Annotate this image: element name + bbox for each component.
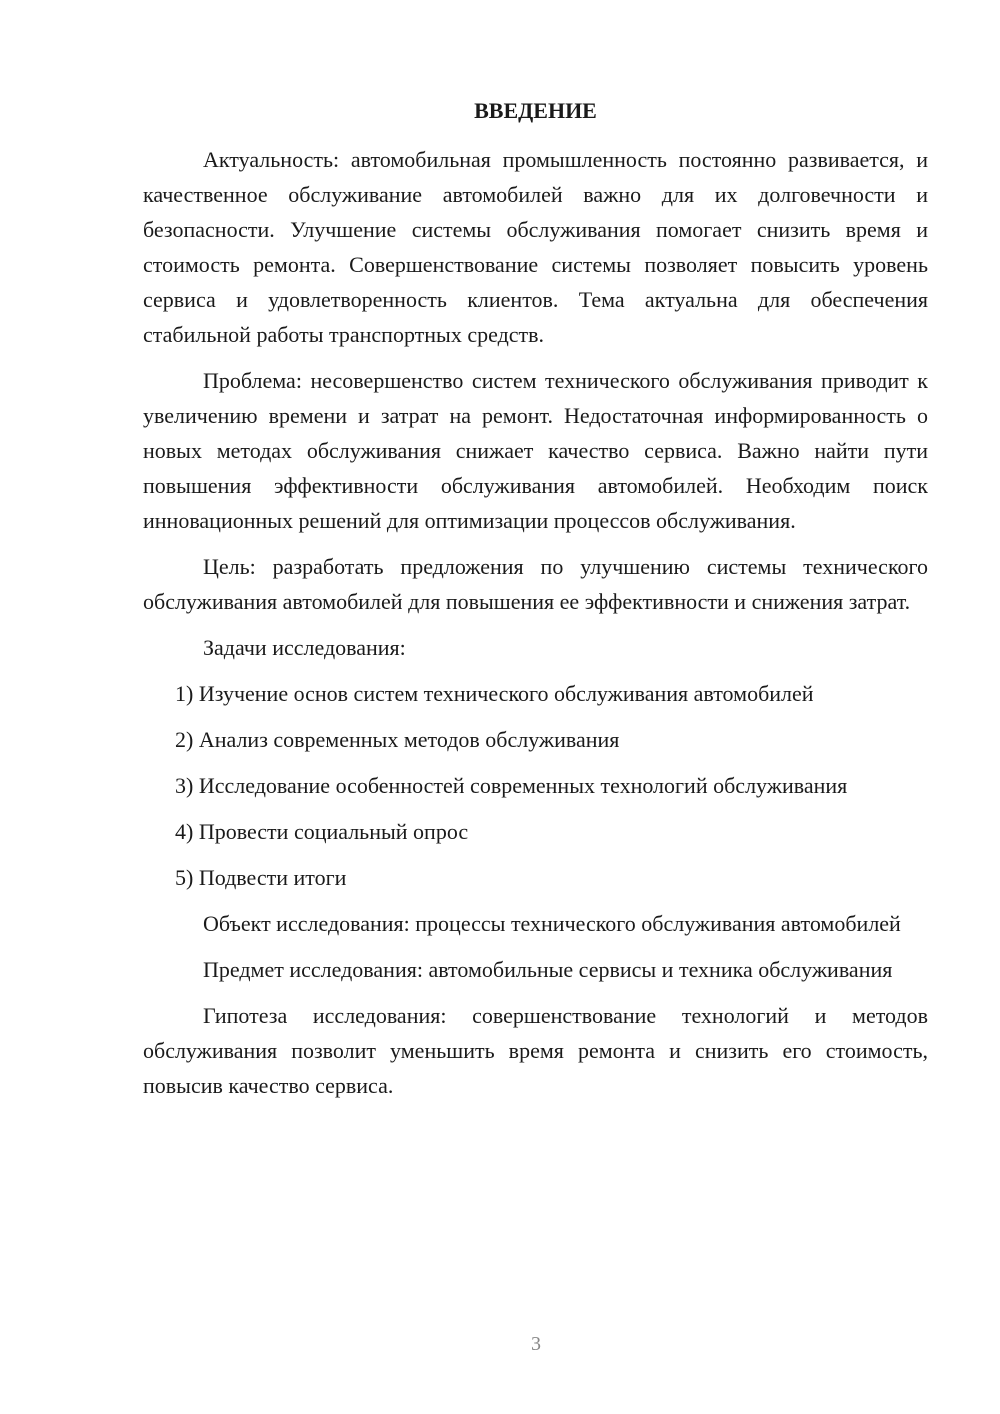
page-number: 3	[531, 1333, 541, 1355]
task-item: 5) Подвести итоги	[175, 865, 347, 890]
object-paragraph: Объект исследования: процессы технического обслуживания автомобилей	[203, 911, 901, 936]
hypothesis-paragraph: Гипотеза исследования: совершенствование технологий и методов обслуживания позволит уменьшить время ремонта и снизить его стоимость, повысив качество сервиса.	[143, 1003, 928, 1098]
subject-paragraph: Предмет исследования: автомобильные сервисы и техника обслуживания	[203, 957, 893, 982]
goal-paragraph: Цель: разработать предложения по улучшению системы технического обслуживания автомобилей для повышения ее эффективности и снижения затрат.	[143, 554, 928, 614]
tasks-heading: Задачи исследования:	[203, 635, 406, 660]
task-item: 4) Провести социальный опрос	[175, 819, 469, 844]
task-item: 1) Изучение основ систем технического обслуживания автомобилей	[175, 681, 814, 706]
relevance-paragraph: Актуальность: автомобильная промышленность постоянно развивается, и качественное обслуживание автомобилей важно для их долговечности и безопасности. Улучшение системы обслуживания помогает снизить время и стоимость ремонта. Совершенствование системы позволяет повысить уровень сервиса и удовлетворенность клиентов. Тема актуальна для обеспечения стабильной работы транспортных средств.	[143, 147, 928, 347]
page-content	[143, 96, 928, 1114]
section-heading: ВВЕДЕНИЕ	[474, 98, 597, 123]
task-item: 3) Исследование особенностей современных технологий обслуживания	[175, 773, 848, 798]
problem-paragraph: Проблема: несовершенство систем технического обслуживания приводит к увеличению времени и затрат на ремонт. Недостаточная информированность о новых методах обслуживания снижает качество сервиса. Важно найти пути повышения эффективности обслуживания автомобилей. Необходим поиск инновационных решений для оптимизации процессов обслуживания.	[143, 368, 928, 533]
task-item: 2) Анализ современных методов обслуживания	[175, 727, 620, 752]
